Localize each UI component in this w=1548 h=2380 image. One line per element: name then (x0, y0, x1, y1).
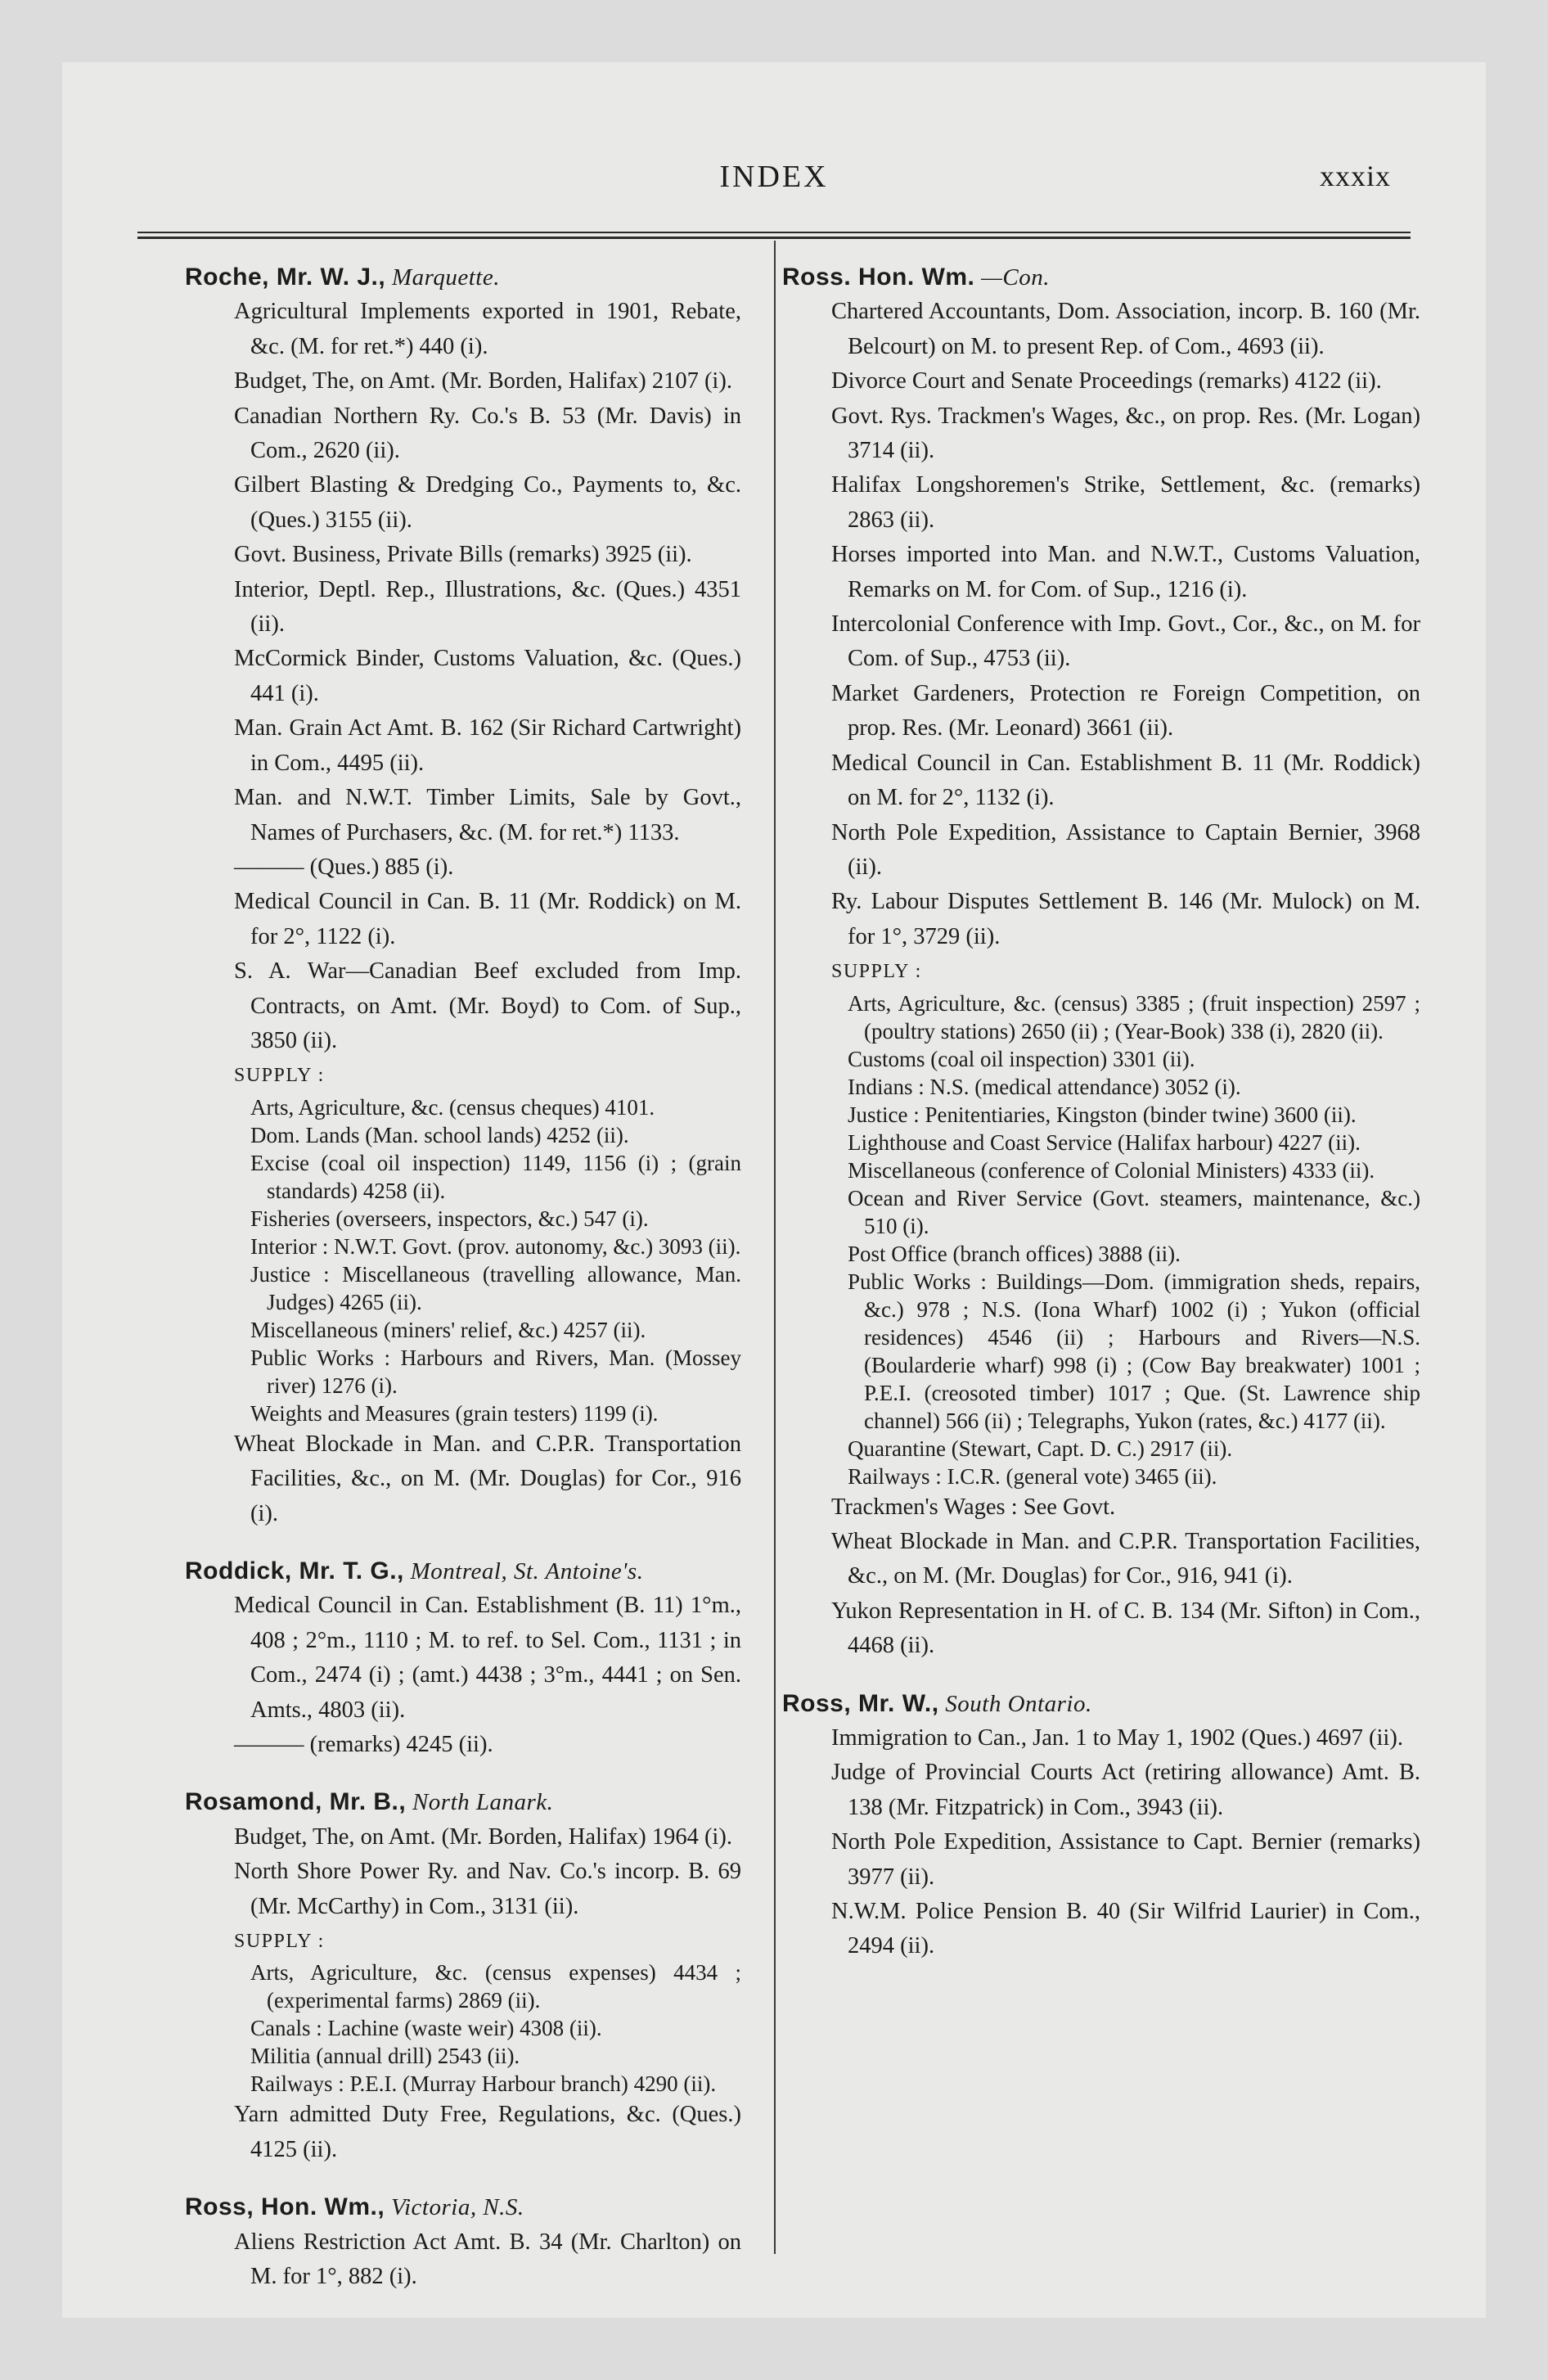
supply-label: SUPPLY : (234, 1931, 325, 1953)
index-entry: McCormick Binder, Customs Valuation, &c. (Ques.) 441 (i). (234, 646, 741, 706)
supply-item: Miscellaneous (conference of Colonial Ministers) 4333 (ii). (848, 1157, 1375, 1183)
supply-item: Canals : Lachine (waste weir) 4308 (ii). (250, 2016, 602, 2041)
index-entry: Chartered Accountants, Dom. Association, incorp. B. 160 (Mr. Belcourt) on M. to present Rep. of Com., 4693 (ii). (831, 299, 1420, 359)
index-entry: Aliens Restriction Act Amt. B. 34 (Mr. Charlton) on M. for 1°, 882 (i). (234, 2229, 741, 2290)
index-entry: Medical Council in Can. Establishment (B. 11) 1°m., 408 ; 2°m., 1110 ; M. to ref. to Sel. Com., 1131 ; in Com., 2474 (i) ; (amt.) 4438 ; 3°m., 4441 ; on Sen. Amts., 4803 (ii). (234, 1593, 741, 1723)
index-entry: Agricultural Implements exported in 1901, Rebate, &c. (M. for ret.*) 440 (i). (234, 299, 741, 359)
supply-item: Arts, Agriculture, &c. (census expenses) 4434 ; (experimental farms) 2869 (ii). (250, 1960, 741, 2013)
supply-item: Miscellaneous (miners' relief, &c.) 4257 (ii). (250, 1317, 646, 1342)
left-column (185, 257, 741, 2294)
index-entry: Budget, The, on Amt. (Mr. Borden, Halifax) 2107 (i). (234, 368, 732, 394)
index-entry: Judge of Provincial Courts Act (retiring allowance) Amt. B. 138 (Mr. Fitzpatrick) in Com., 3943 (ii). (831, 1760, 1420, 1820)
member-constituency: South Ontario. (938, 1690, 1092, 1717)
index-entry: Divorce Court and Senate Proceedings (remarks) 4122 (ii). (831, 368, 1382, 394)
index-entry: Govt. Rys. Trackmen's Wages, &c., on prop. Res. (Mr. Logan) 3714 (ii). (831, 403, 1420, 464)
member-heading (185, 1554, 741, 1589)
supply-item: Weights and Measures (grain testers) 1199 (i). (250, 1400, 659, 1426)
index-entry: Yarn admitted Duty Free, Regulations, &c. (Ques.) 4125 (ii). (234, 2102, 741, 2162)
index-entry: Man. Grain Act Amt. B. 162 (Sir Richard Cartwright) in Com., 4495 (ii). (234, 715, 741, 776)
index-entry: Wheat Blockade in Man. and C.P.R. Transportation Facilities, &c., on M. (Mr. Douglas) for Cor., 916 (i). (234, 1431, 741, 1526)
member-name: Rosamond, Mr. B., (185, 1788, 407, 1816)
supply-item: Railways : P.E.I. (Murray Harbour branch) 4290 (ii). (250, 2071, 717, 2097)
index-entry: S. A. War—Canadian Beef excluded from Imp. Contracts, on Amt. (Mr. Boyd) to Com. of Sup., 3850 (ii). (234, 958, 741, 1053)
supply-item: Arts, Agriculture, &c. (census) 3385 ; (fruit inspection) 2597 ; (poultry stations) 2650 (ii) ; (Year-Book) 338 (i), 2820 (ii). (848, 990, 1420, 1044)
supply-item: Militia (annual drill) 2543 (ii). (250, 2044, 520, 2069)
member-name: Roche, Mr. W. J., (185, 264, 386, 291)
member-constituency: North Lanark. (406, 1789, 554, 1816)
member-name: Ross, Hon. Wm., (185, 2193, 385, 2221)
index-entry: Man. and N.W.T. Timber Limits, Sale by Govt., Names of Purchasers, &c. (M. for ret.*) 1133. (234, 785, 741, 845)
index-entry: North Pole Expedition, Assistance to Capt. Bernier (remarks) 3977 (ii). (831, 1829, 1420, 1890)
index-entry: Medical Council in Can. Establishment B. 11 (Mr. Roddick) on M. for 2°, 1132 (i). (831, 750, 1420, 811)
header-rule-thick (137, 237, 1411, 239)
index-entry: Budget, The, on Amt. (Mr. Borden, Halifax) 1964 (i). (234, 1823, 732, 1850)
supply-item: Ocean and River Service (Govt. steamers, maintenance, &c.) 510 (i). (848, 1185, 1420, 1238)
supply-item: Railways : I.C.R. (general vote) 3465 (ii). (848, 1463, 1217, 1489)
member-heading (185, 2190, 741, 2224)
index-entry: N.W.M. Police Pension B. 40 (Sir Wilfrid Laurier) in Com., 2494 (ii). (831, 1899, 1420, 1959)
header-rule (137, 232, 1411, 233)
index-entry: Canadian Northern Ry. Co.'s B. 53 (Mr. Davis) in Com., 2620 (ii). (234, 403, 741, 464)
index-entry: Immigration to Can., Jan. 1 to May 1, 1902 (Ques.) 4697 (ii). (831, 1724, 1403, 1751)
supply-item: Quarantine (Stewart, Capt. D. C.) 2917 (ii). (848, 1436, 1233, 1461)
supply-item: Indians : N.S. (medical attendance) 3052 (i). (848, 1074, 1241, 1099)
index-entry: Horses imported into Man. and N.W.T., Customs Valuation, Remarks on M. for Com. of Sup., 1216 (i). (831, 542, 1420, 602)
index-entry: Halifax Longshoremen's Strike, Settlement, &c. (remarks) 2863 (ii). (831, 472, 1420, 533)
member-name: Ross. Hon. Wm. (782, 264, 975, 291)
supply-item: Interior : N.W.T. Govt. (prov. autonomy, &c.) 3093 (ii). (250, 1233, 741, 1259)
supply-item: Excise (coal oil inspection) 1149, 1156 (i) ; (grain standards) 4258 (ii). (250, 1150, 741, 1203)
member-constituency: Marquette. (385, 264, 500, 291)
index-entry: Medical Council in Can. B. 11 (Mr. Roddick) on M. for 2°, 1122 (i). (234, 889, 741, 949)
page-title: INDEX (719, 160, 829, 194)
index-entry: North Pole Expedition, Assistance to Captain Bernier, 3968 (ii). (831, 819, 1420, 880)
member-heading (782, 1687, 1420, 1721)
supply-item: Public Works : Harbours and Rivers, Man. (Mossey river) 1276 (i). (250, 1345, 741, 1398)
index-entry: Govt. Business, Private Bills (remarks) 3925 (ii). (234, 542, 692, 568)
index-entry: Trackmen's Wages : See Govt. (831, 1494, 1116, 1520)
entry-gap (185, 2167, 741, 2187)
index-entry: Intercolonial Conference with Imp. Govt., Cor., &c., on M. for Com. of Sup., 4753 (ii). (831, 611, 1420, 672)
supply-item: Fisheries (overseers, inspectors, &c.) 547 (i). (250, 1206, 649, 1231)
supply-item: Dom. Lands (Man. school lands) 4252 (ii). (250, 1122, 629, 1147)
supply-label: SUPPLY : (831, 961, 922, 983)
member-constituency: —Con. (974, 264, 1050, 291)
member-heading (782, 260, 1420, 295)
column-divider (774, 241, 776, 2254)
index-entry: Market Gardeners, Protection re Foreign Competition, on prop. Res. (Mr. Leonard) 3661 (ii). (831, 680, 1420, 741)
index-entry: ——— (remarks) 4245 (ii). (234, 1732, 493, 1757)
supply-label: SUPPLY : (234, 1065, 325, 1087)
supply-item: Justice : Miscellaneous (travelling allowance, Man. Judges) 4265 (ii). (250, 1261, 741, 1314)
index-entry: Yukon Representation in H. of C. B. 134 (Mr. Sifton) in Com., 4468 (ii). (831, 1598, 1420, 1659)
member-constituency: Montreal, St. Antoine's. (403, 1557, 644, 1584)
supply-item: Arts, Agriculture, &c. (census cheques) 4101. (250, 1094, 655, 1120)
index-entry: Ry. Labour Disputes Settlement B. 146 (Mr. Mulock) on M. for 1°, 3729 (ii). (831, 889, 1420, 949)
supply-item: Customs (coal oil inspection) 3301 (ii). (848, 1046, 1195, 1071)
page-number: xxxix (1319, 160, 1391, 192)
member-heading (185, 1785, 741, 1819)
entry-gap (782, 1664, 1420, 1684)
index-entry: ——— (Ques.) 885 (i). (234, 854, 454, 880)
supply-item: Lighthouse and Coast Service (Halifax harbour) 4227 (ii). (848, 1129, 1361, 1155)
supply-item: Post Office (branch offices) 3888 (ii). (848, 1241, 1181, 1266)
supply-item: Justice : Penitentiaries, Kingston (binder twine) 3600 (ii). (848, 1102, 1357, 1127)
page-header (62, 159, 1486, 208)
index-entry: North Shore Power Ry. and Nav. Co.'s incorp. B. 69 (Mr. McCarthy) in Com., 3131 (ii). (234, 1859, 741, 1919)
index-entry: Interior, Deptl. Rep., Illustrations, &c. (Ques.) 4351 (ii). (234, 576, 741, 638)
entry-gap (185, 1531, 741, 1551)
right-column (782, 257, 1420, 1964)
member-name: Ross, Mr. W., (782, 1689, 939, 1717)
supply-item: Public Works : Buildings—Dom. (immigration sheds, repairs, &c.) 978 ; N.S. (Iona Wharf) 1002 (i) ; Yukon (official residences) 4546 (ii) ; Harbours and Rivers—N.S. (Boularderie wharf) 998 (i) ; (Cow Bay breakwater) 1001 ; P.E.I. (creosoted timber) 1017 ; Que. (St. Lawrence ship channel) 566 (ii) ; Telegraphs, Yukon (rates, &c.) 4177 (ii). (848, 1269, 1420, 1433)
member-constituency: Victoria, N.S. (385, 2194, 524, 2221)
index-entry: Gilbert Blasting & Dredging Co., Payments to, &c. (Ques.) 3155 (ii). (234, 472, 741, 533)
index-entry: Wheat Blockade in Man. and C.P.R. Transportation Facilities, &c., on M. (Mr. Douglas) for Cor., 916, 941 (i). (831, 1528, 1420, 1589)
member-heading (185, 260, 741, 295)
entry-gap (185, 1762, 741, 1782)
member-name: Roddick, Mr. T. G., (185, 1557, 404, 1584)
index-page (62, 62, 1486, 2318)
